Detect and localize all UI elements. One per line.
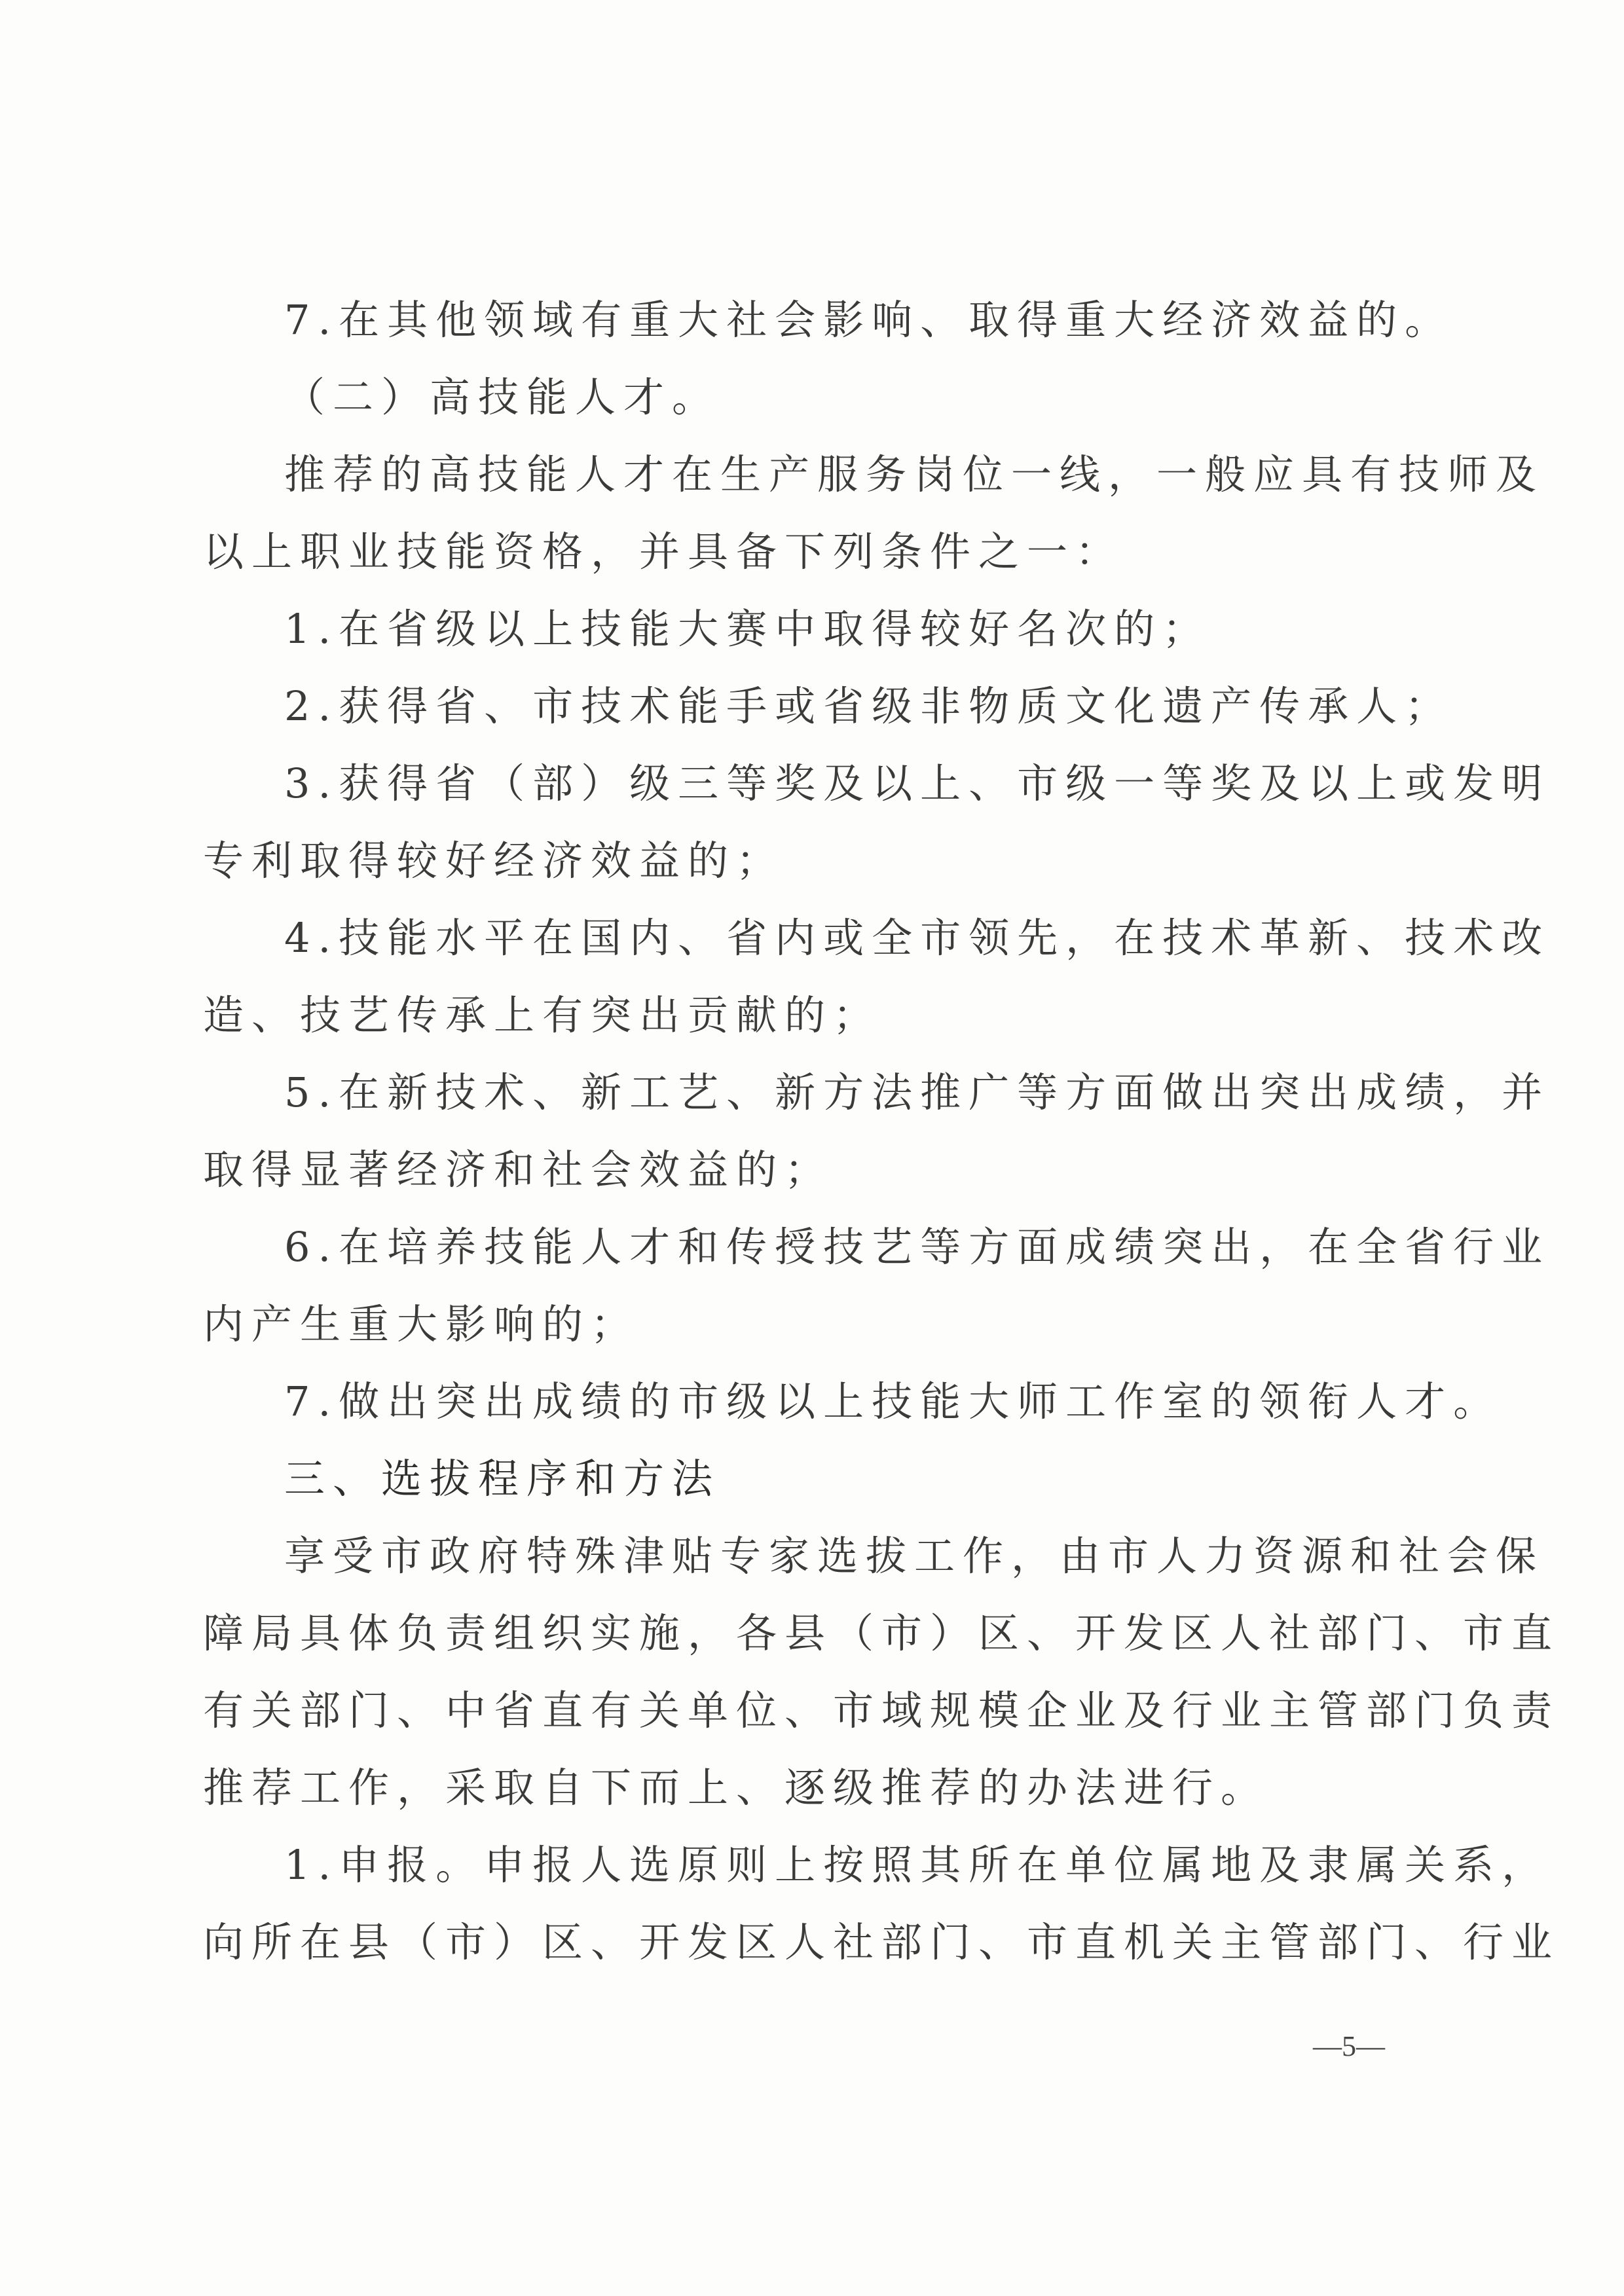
text-line: 以上职业技能资格，并具备下列条件之一： — [203, 528, 1124, 575]
text-line: 享受市政府特殊津贴专家选拔工作，由市人力资源和社会保 — [284, 1532, 1545, 1580]
text-line: 造、技艺传承上有突出贡献的； — [203, 991, 882, 1039]
text-line: 取得显著经济和社会效益的； — [203, 1146, 834, 1194]
text-line: 有关部门、中省直有关单位、市域规模企业及行业主管部门负责 — [203, 1686, 1560, 1734]
text-line: 7.在其他领域有重大社会影响、取得重大经济效益的。 — [284, 296, 1454, 344]
page-number: —5— — [1313, 2030, 1385, 2062]
text-line: 向所在县（市）区、开发区人社部门、市直机关主管部门、行业 — [203, 1918, 1560, 1966]
text-line: 推荐的高技能人才在生产服务岗位一线，一般应具有技师及 — [284, 450, 1545, 498]
text-line: 推荐工作，采取自下而上、逐级推荐的办法进行。 — [203, 1764, 1270, 1812]
text-line: （二）高技能人才。 — [284, 373, 721, 421]
section-heading: 三、选拔程序和方法 — [284, 1455, 721, 1503]
text-line: 1.申报。申报人选原则上按照其所在单位属地及隶属关系， — [284, 1841, 1551, 1889]
text-line: 5.在新技术、新工艺、新方法推广等方面做出突出成绩，并 — [284, 1068, 1551, 1116]
text-line: 7.做出突出成绩的市级以上技能大师工作室的领衔人才。 — [284, 1377, 1502, 1425]
text-line: 6.在培养技能人才和传授技艺等方面成绩突出，在全省行业 — [284, 1223, 1551, 1271]
text-line: 2.获得省、市技术能手或省级非物质文化遗产传承人； — [284, 682, 1454, 730]
text-line: 3.获得省（部）级三等奖及以上、市级一等奖及以上或发明 — [284, 759, 1551, 807]
document-body — [203, 282, 1560, 1981]
text-line: 4.技能水平在国内、省内或全市领先，在技术革新、技术改 — [284, 914, 1551, 962]
text-line: 内产生重大影响的； — [203, 1300, 640, 1348]
text-line: 1.在省级以上技能大赛中取得较好名次的； — [284, 605, 1211, 653]
text-line: 障局具体负责组织实施，各县（市）区、开发区人社部门、市直 — [203, 1609, 1560, 1657]
text-line: 专利取得较好经济效益的； — [203, 837, 785, 884]
